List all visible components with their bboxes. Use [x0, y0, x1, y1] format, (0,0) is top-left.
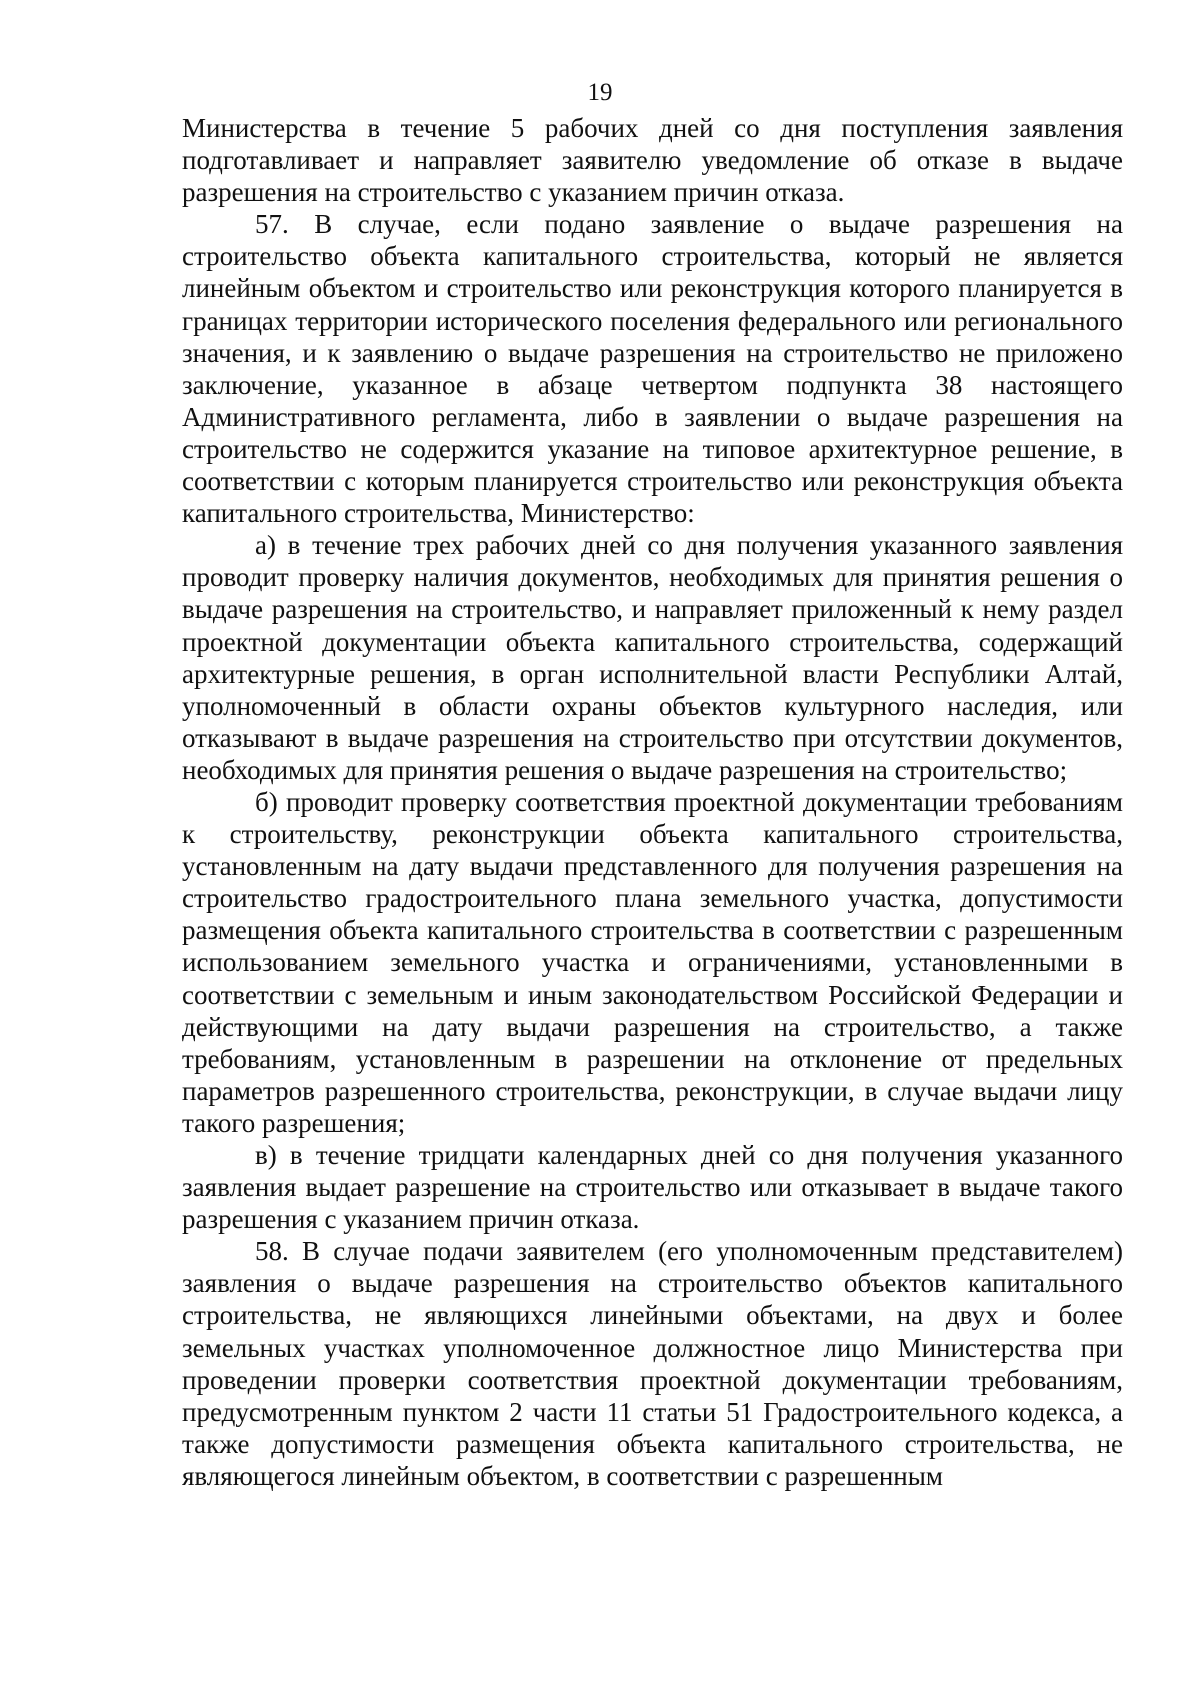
paragraph-57: 57. В случае, если подано заявление о выдаче разрешения на строительство объекта капитального строительства, который не является линейным объектом и строительство или реконструкция которого планируется в границах территории исторического поселения федерального или регионального значения, и к заявлению о выдаче разрешения на строительство не приложено заключение, указанное в абзаце четвертом подпункта 38 настоящего Административного регламента, либо в заявлении о выдаче разрешения на строительство не содержится указание на типовое архитектурное решение, в соответствии с которым планируется строительство или реконструкция объекта капитального строительства, Министерство:: [182, 209, 1123, 529]
paragraph-57-b: б) проводит проверку соответствия проектной документации требованиям к строительству, реконструкции объекта капитального строительства, установленным на дату выдачи представленного для получения разрешения на строительство градостроительного плана земельного участка, допустимости размещения объекта капитального строительства в соответствии с разрешенным использованием земельного участка и ограничениями, установленными в соответствии с земельным и иным законодательством Российской Федерации и действующими на дату выдачи разрешения на строительство, а также требованиям, установленным в разрешении на отклонение от предельных параметров разрешенного строительства, реконструкции, в случае выдачи лицу такого разрешения;: [182, 786, 1123, 1138]
paragraph-57-v: в) в течение тридцати календарных дней со дня получения указанного заявления выдает разрешение на строительство или отказывает в выдаче такого разрешения с указанием причин отказа.: [182, 1140, 1123, 1235]
paragraph-continuation: Министерства в течение 5 рабочих дней со дня поступления заявления подготавливает и направляет заявителю уведомление об отказе в выдаче разрешения на строительство с указанием причин отказа.: [182, 113, 1123, 208]
document-body: [182, 112, 1123, 1492]
paragraph-58: 58. В случае подачи заявителем (его уполномоченным представителем) заявления о выдаче разрешения на строительство объектов капитального строительства, не являющихся линейными объектами, на двух и более земельных участках уполномоченное должностное лицо Министерства при проведении проверки соответствия проектной документации требованиям, предусмотренным пунктом 2 части 11 статьи 51 Градостроительного кодекса, а также допустимости размещения объекта капитального строительства, не являющегося линейным объектом, в соответствии с разрешенным: [182, 1236, 1123, 1491]
paragraph-57-a: а) в течение трех рабочих дней со дня получения указанного заявления проводит проверку наличия документов, необходимых для принятия решения о выдаче разрешения на строительство, и направляет приложенный к нему раздел проектной документации объекта капитального строительства, содержащий архитектурные решения, в орган исполнительной власти Республики Алтай, уполномоченный в области охраны объектов культурного наследия, или отказывают в выдаче разрешения на строительство при отсутствии документов, необходимых для принятия решения о выдаче разрешения на строительство;: [182, 530, 1123, 785]
page-number: 19: [587, 79, 613, 106]
